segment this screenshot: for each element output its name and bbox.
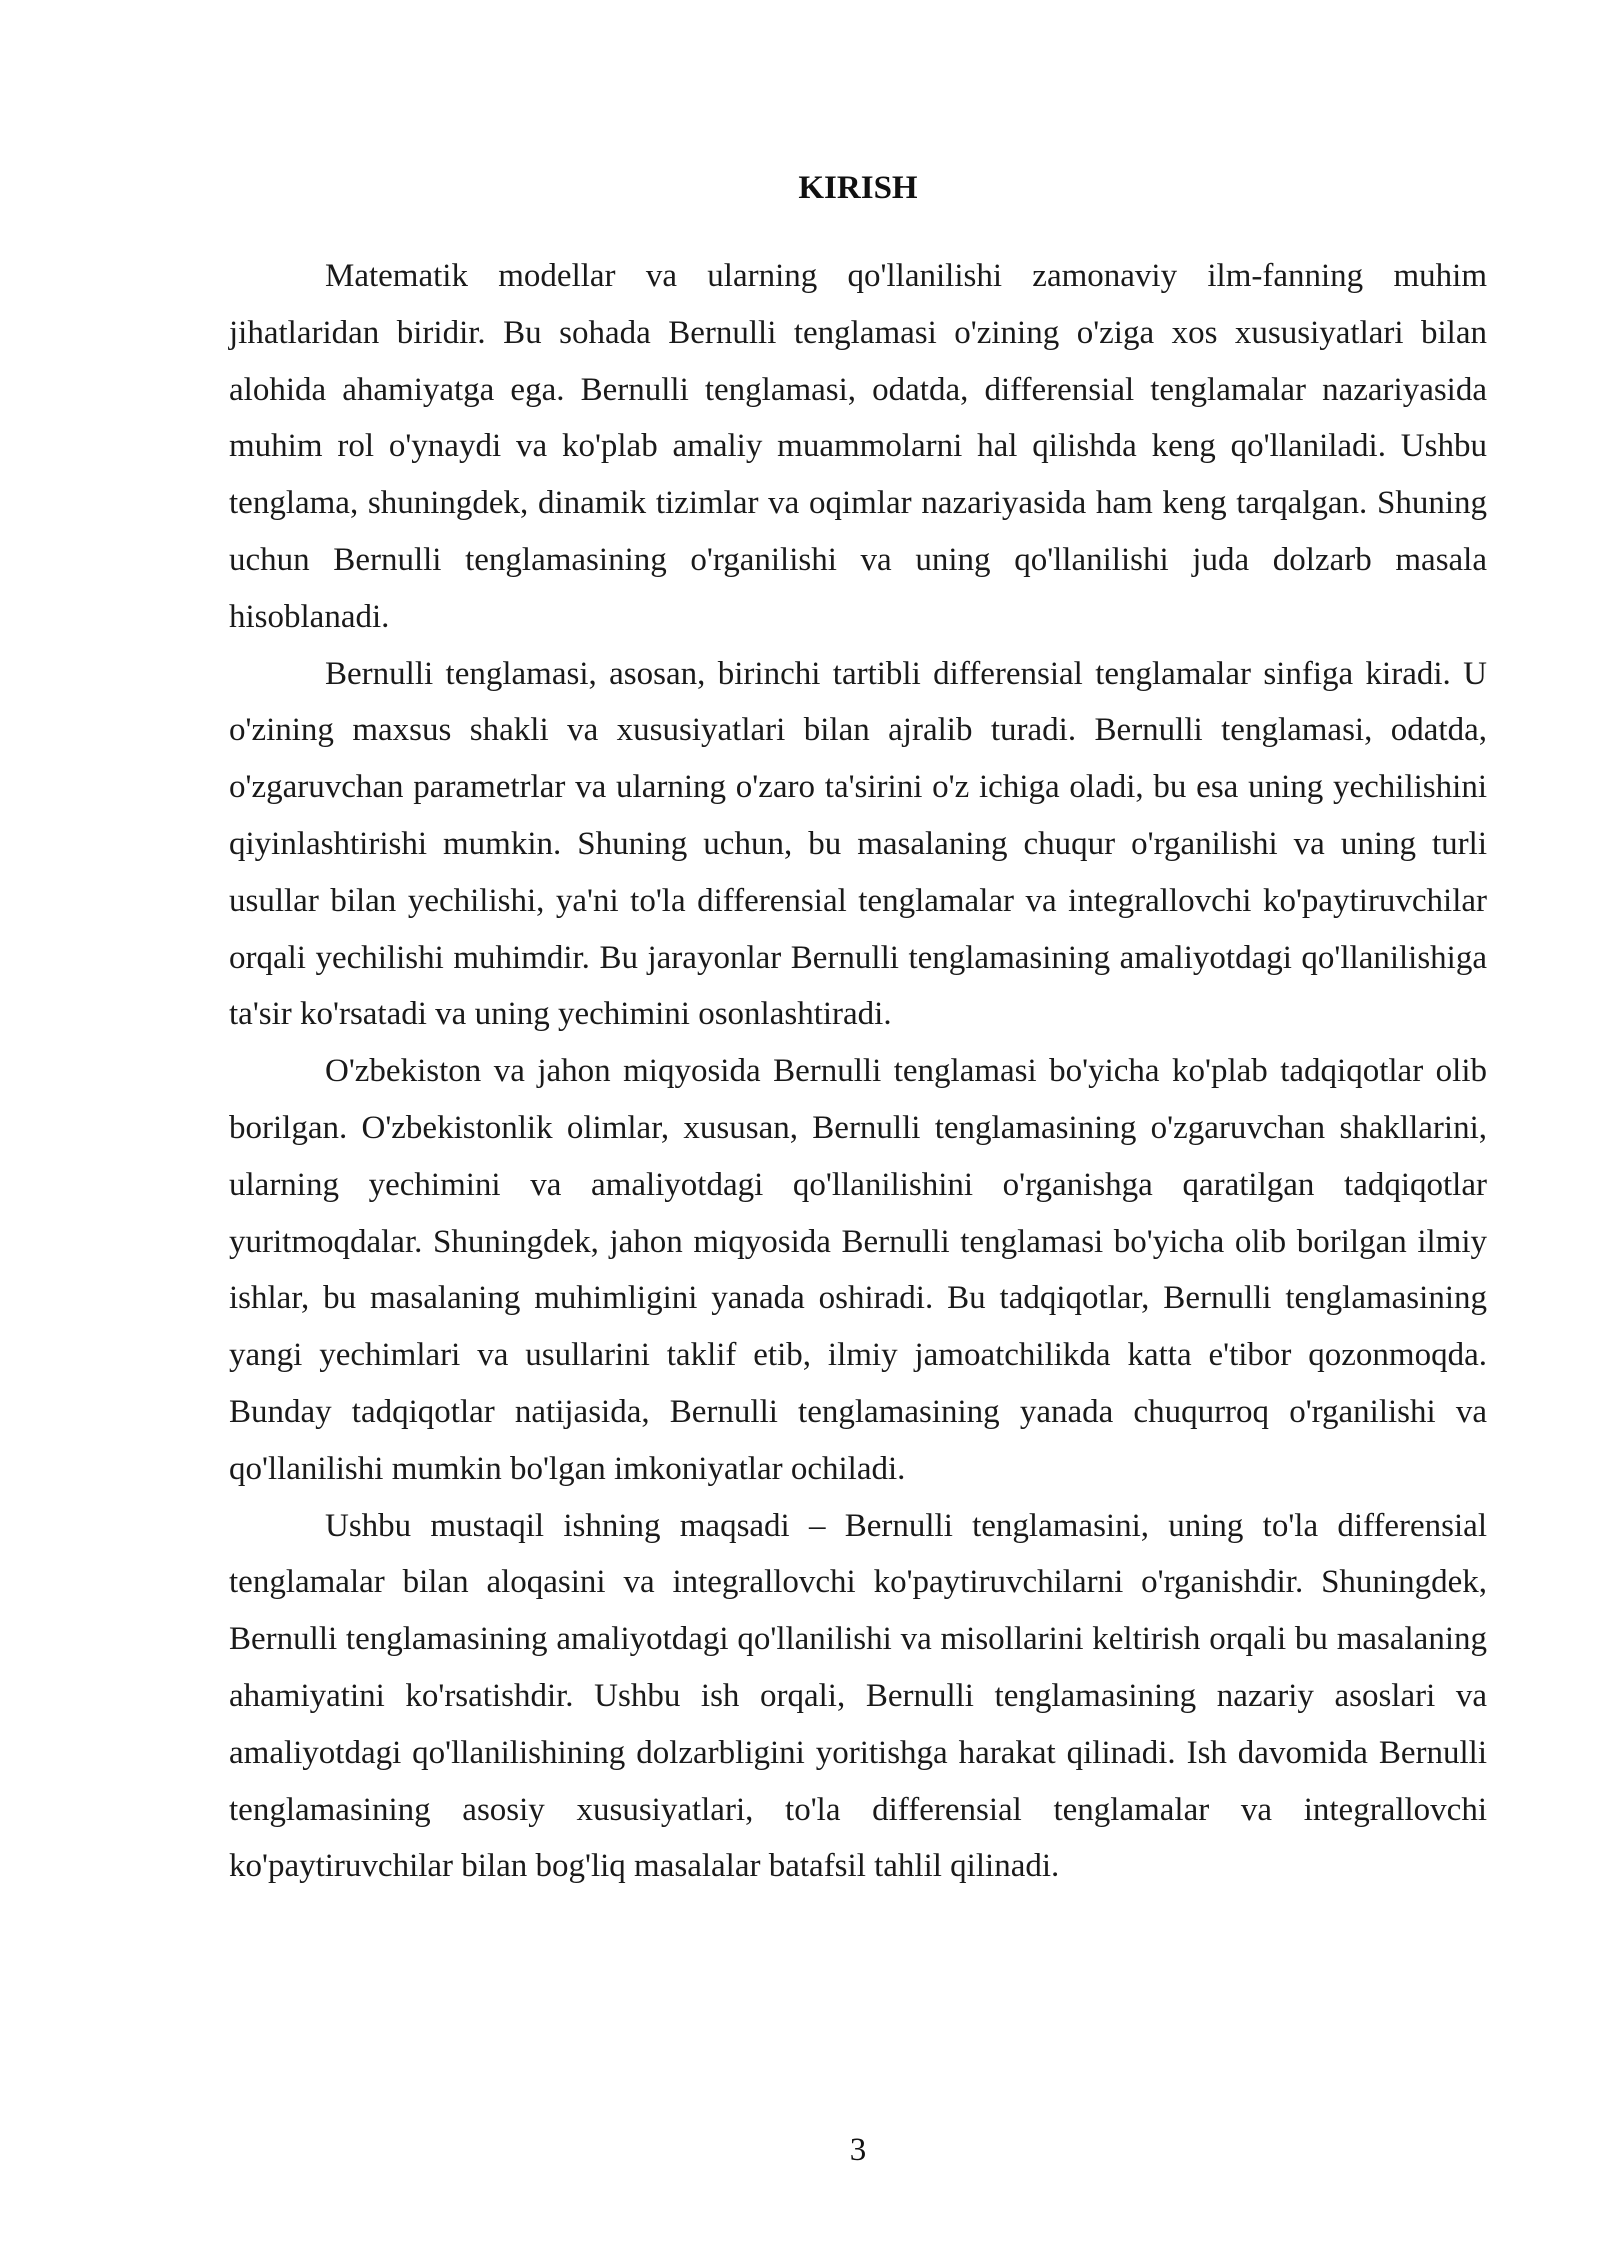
page-title: KIRISH (798, 170, 918, 206)
body-text (229, 248, 1487, 1895)
paragraph-1: Matematik modellar va ularning qo'llanilishi zamonaviy ilm-fanning muhim jihatlaridan biridir. Bu sohada Bernulli tenglamasi o'zining o'ziga xos xususiyatlari bilan alohida ahamiyatga ega. Bernulli tenglamasi, odatda, differensial tenglamalar nazariyasida muhim rol o'ynaydi va ko'plab amaliy muammolarni hal qilishda keng qo'llaniladi. Ushbu tenglama, shuningdek, dinamik tizimlar va oqimlar nazariyasida ham keng tarqalgan. Shuning uchun Bernulli tenglamasining o'rganilishi va uning qo'llanilishi juda dolzarb masala hisoblanadi. (229, 258, 1487, 635)
paragraph-2: Bernulli tenglamasi, asosan, birinchi tartibli differensial tenglamalar sinfiga kiradi. U o'zining maxsus shakli va xususiyatlari bilan ajralib turadi. Bernulli tenglamasi, odatda, o'zgaruvchan parametrlar va ularning o'zaro ta'sirini o'z ichiga oladi, bu esa uning yechilishini qiyinlashtirishi mumkin. Shuning uchun, bu masalaning chuqur o'rganilishi va uning turli usullar bilan yechilishi, ya'ni to'la differensial tenglamalar va integrallovchi ko'paytiruvchilar orqali yechilishi muhimdir. Bu jarayonlar Bernulli tenglamasining amaliyotdagi qo'llanilishiga ta'sir ko'rsatadi va uning yechimini osonlashtiradi. (229, 655, 1487, 1033)
paragraph-4: Ushbu mustaqil ishning maqsadi – Bernulli tenglamasini, uning to'la differensial tenglamalar bilan aloqasini va integrallovchi ko'paytiruvchilarni o'rganishdir. Shuningdek, Bernulli tenglamasining amaliyotdagi qo'llanilishi va misollarini keltirish orqali bu masalaning ahamiyatini ko'rsatishdir. Ushbu ish orqali, Bernulli tenglamasining nazariy asoslari va amaliyotdagi qo'llanilishining dolzarbligini yoritishga harakat qilinadi. Ish davomida Bernulli tenglamasining asosiy xususiyatlari, to'la differensial tenglamalar va integrallovchi ko'paytiruvchilar bilan bog'liq masalalar batafsil tahlil qilinadi. (229, 1507, 1487, 1885)
page-number: 3 (849, 2132, 867, 2168)
paragraph-3: O'zbekiston va jahon miqyosida Bernulli tenglamasi bo'yicha ko'plab tadqiqotlar olib borilgan. O'zbekistonlik olimlar, xususan, Bernulli tenglamasining o'zgaruvchan shakllarini, ularning yechimini va amaliyotdagi qo'llanilishini o'rganishga qaratilgan tadqiqotlar yuritmoqdalar. Shuningdek, jahon miqyosida Bernulli tenglamasi bo'yicha olib borilgan ilmiy ishlar, bu masalaning muhimligini yanada oshiradi. Bu tadqiqotlar, Bernulli tenglamasining yangi yechimlari va usullarini taklif etib, ilmiy jamoatchilikda katta e'tibor qozonmoqda. Bunday tadqiqotlar natijasida, Bernulli tenglamasining yanada chuqurroq o'rganilishi va qo'llanilishi mumkin bo'lgan imkoniyatlar ochiladi. (229, 1053, 1487, 1487)
